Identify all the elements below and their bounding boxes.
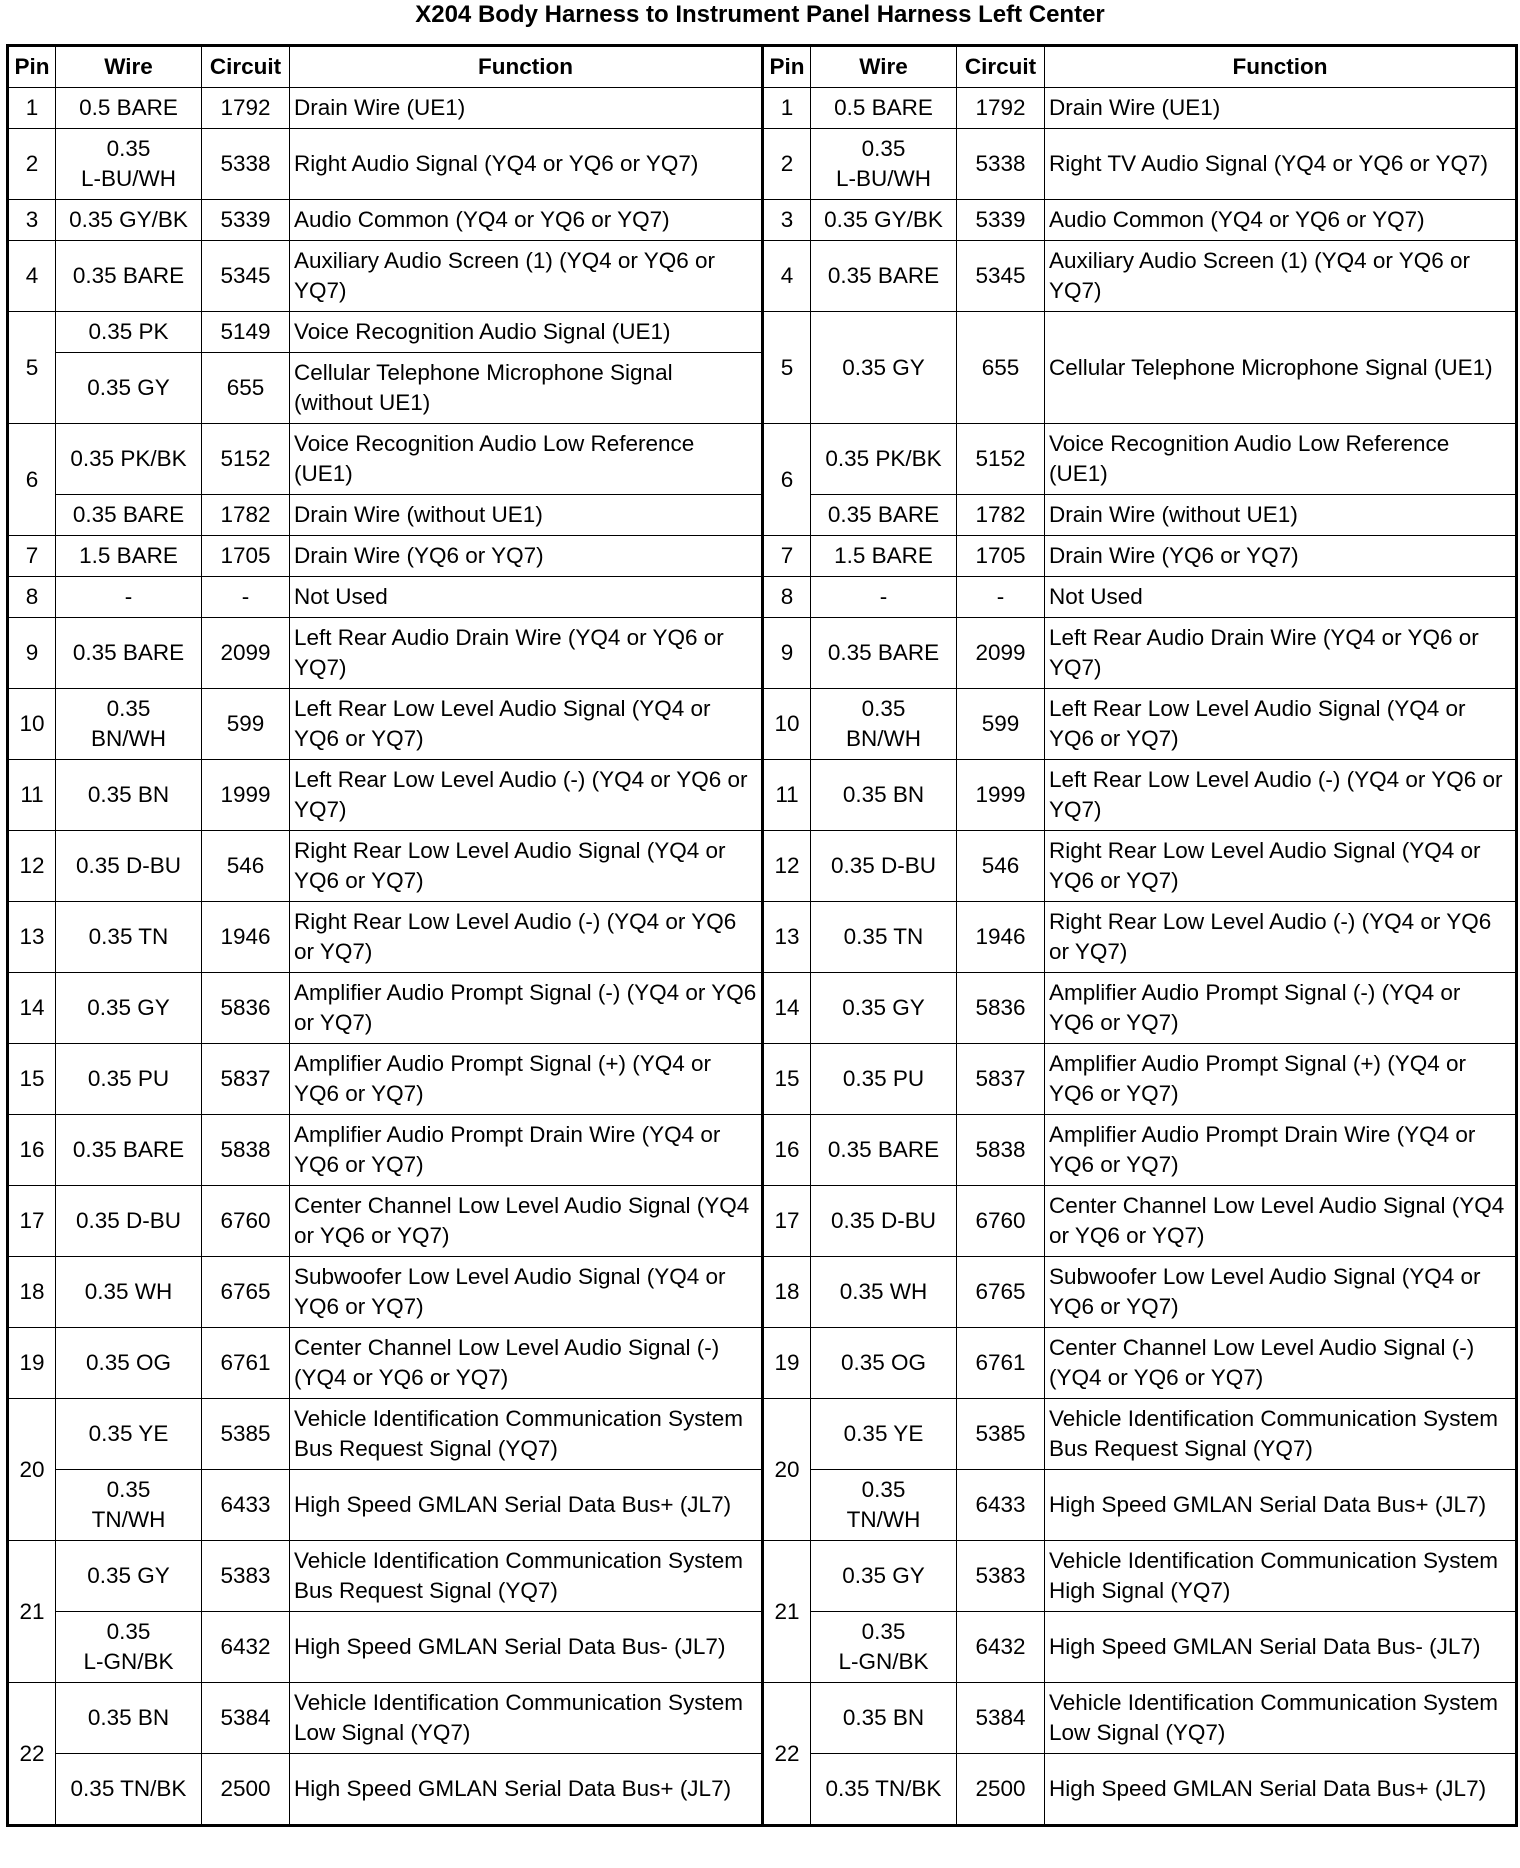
pin-cell-left: 8 (8, 577, 56, 618)
circuit-cell-left: - (202, 577, 290, 618)
circuit-cell-left: 5837 (202, 1044, 290, 1115)
pin-cell-left: 2 (8, 129, 56, 200)
circuit-cell-left: 5149 (202, 312, 290, 353)
function-cell-right: High Speed GMLAN Serial Data Bus- (JL7) (1045, 1612, 1517, 1683)
circuit-cell-left: 1705 (202, 536, 290, 577)
circuit-cell-left: 5383 (202, 1541, 290, 1612)
function-cell-right: Auxiliary Audio Screen (1) (YQ4 or YQ6 or YQ7) (1045, 241, 1517, 312)
function-cell-left: Cellular Telephone Microphone Signal (without UE1) (290, 353, 763, 424)
circuit-cell-left: 6760 (202, 1186, 290, 1257)
circuit-cell-right: 6760 (957, 1186, 1045, 1257)
table-row (8, 129, 1517, 200)
wire-cell-left: 0.35 OG (56, 1328, 202, 1399)
table-row (8, 1541, 1517, 1612)
table-row (8, 200, 1517, 241)
pin-cell-left: 4 (8, 241, 56, 312)
function-cell-left: Vehicle Identification Communication System Bus Request Signal (YQ7) (290, 1399, 763, 1470)
circuit-cell-left: 2500 (202, 1754, 290, 1826)
circuit-cell-left: 655 (202, 353, 290, 424)
circuit-cell-right: 5338 (957, 129, 1045, 200)
header-pin-left: Pin (8, 46, 56, 88)
pin-cell-left: 6 (8, 424, 56, 536)
pin-cell-right: 1 (763, 88, 811, 129)
circuit-cell-left: 2099 (202, 618, 290, 689)
function-cell-left: High Speed GMLAN Serial Data Bus+ (JL7) (290, 1754, 763, 1826)
pin-cell-right: 11 (763, 760, 811, 831)
circuit-cell-right: 1792 (957, 88, 1045, 129)
circuit-cell-right: 599 (957, 689, 1045, 760)
function-cell-left: High Speed GMLAN Serial Data Bus- (JL7) (290, 1612, 763, 1683)
function-cell-right: Right Rear Low Level Audio Signal (YQ4 or YQ6 or YQ7) (1045, 831, 1517, 902)
circuit-cell-right: 5838 (957, 1115, 1045, 1186)
function-cell-left: Drain Wire (YQ6 or YQ7) (290, 536, 763, 577)
circuit-cell-right: 5836 (957, 973, 1045, 1044)
table-row (8, 1612, 1517, 1683)
wire-cell-right: 0.5 BARE (811, 88, 957, 129)
wire-cell-right: 0.35 BARE (811, 1115, 957, 1186)
function-cell-left: Drain Wire (UE1) (290, 88, 763, 129)
circuit-cell-right: 6761 (957, 1328, 1045, 1399)
wire-cell-right: 0.35 GY (811, 973, 957, 1044)
table-row (8, 241, 1517, 312)
wire-cell-left: 0.35 BARE (56, 495, 202, 536)
pin-cell-left: 13 (8, 902, 56, 973)
function-cell-left: Center Channel Low Level Audio Signal (-) (YQ4 or YQ6 or YQ7) (290, 1328, 763, 1399)
pin-cell-left: 20 (8, 1399, 56, 1541)
circuit-cell-left: 6432 (202, 1612, 290, 1683)
table-title: X204 Body Harness to Instrument Panel Harness Left Center (415, 1, 1105, 28)
function-cell-right: Cellular Telephone Microphone Signal (UE1) (1045, 312, 1517, 424)
function-cell-left: Amplifier Audio Prompt Drain Wire (YQ4 or YQ6 or YQ7) (290, 1115, 763, 1186)
function-cell-left: Drain Wire (without UE1) (290, 495, 763, 536)
function-cell-right: Right TV Audio Signal (YQ4 or YQ6 or YQ7) (1045, 129, 1517, 200)
wire-cell-left: 0.35 GY/BK (56, 200, 202, 241)
table-row (8, 1044, 1517, 1115)
wire-cell-right: 0.35 PU (811, 1044, 957, 1115)
function-cell-left: Amplifier Audio Prompt Signal (+) (YQ4 or YQ6 or YQ7) (290, 1044, 763, 1115)
function-cell-right: Not Used (1045, 577, 1517, 618)
header-circuit-left: Circuit (202, 46, 290, 88)
pin-cell-right: 7 (763, 536, 811, 577)
pin-cell-left: 5 (8, 312, 56, 424)
pin-cell-right: 20 (763, 1399, 811, 1541)
wire-cell-right: - (811, 577, 957, 618)
header-function-right: Function (1045, 46, 1517, 88)
function-cell-right: Vehicle Identification Communication System High Signal (YQ7) (1045, 1541, 1517, 1612)
wire-cell-right: 0.35 D-BU (811, 831, 957, 902)
wire-cell-right: 0.35 BARE (811, 618, 957, 689)
table-row (8, 88, 1517, 129)
function-cell-left: Left Rear Audio Drain Wire (YQ4 or YQ6 or YQ7) (290, 618, 763, 689)
pin-cell-left: 18 (8, 1257, 56, 1328)
wire-cell-right: 0.35 GY (811, 1541, 957, 1612)
pin-cell-left: 7 (8, 536, 56, 577)
circuit-cell-left: 1999 (202, 760, 290, 831)
circuit-cell-left: 1792 (202, 88, 290, 129)
wire-cell-left: 0.35 GY (56, 1541, 202, 1612)
wire-cell-left: 0.35 PK/BK (56, 424, 202, 495)
function-cell-left: Right Rear Low Level Audio Signal (YQ4 or YQ6 or YQ7) (290, 831, 763, 902)
function-cell-right: Center Channel Low Level Audio Signal (YQ4 or YQ6 or YQ7) (1045, 1186, 1517, 1257)
wire-cell-right: 0.35 GY/BK (811, 200, 957, 241)
wire-cell-right: 0.35 OG (811, 1328, 957, 1399)
pin-cell-right: 15 (763, 1044, 811, 1115)
function-cell-right: Right Rear Low Level Audio (-) (YQ4 or YQ6 or YQ7) (1045, 902, 1517, 973)
header-pin-right: Pin (763, 46, 811, 88)
function-cell-left: Center Channel Low Level Audio Signal (YQ4 or YQ6 or YQ7) (290, 1186, 763, 1257)
table-row (8, 1470, 1517, 1541)
function-cell-right: Amplifier Audio Prompt Signal (-) (YQ4 or YQ6 or YQ7) (1045, 973, 1517, 1044)
pin-cell-right: 9 (763, 618, 811, 689)
wire-cell-right: 0.35 BN/WH (811, 689, 957, 760)
wire-cell-left: 0.35 GY (56, 973, 202, 1044)
circuit-cell-right: 2099 (957, 618, 1045, 689)
function-cell-right: Drain Wire (YQ6 or YQ7) (1045, 536, 1517, 577)
pin-cell-left: 3 (8, 200, 56, 241)
function-cell-left: Right Audio Signal (YQ4 or YQ6 or YQ7) (290, 129, 763, 200)
connector-table-wrapper (6, 44, 1515, 1827)
header-wire-left: Wire (56, 46, 202, 88)
wire-cell-left: 1.5 BARE (56, 536, 202, 577)
circuit-cell-left: 546 (202, 831, 290, 902)
function-cell-right: Left Rear Low Level Audio (-) (YQ4 or YQ6 or YQ7) (1045, 760, 1517, 831)
function-cell-right: Vehicle Identification Communication System Bus Request Signal (YQ7) (1045, 1399, 1517, 1470)
wire-cell-right: 0.35 WH (811, 1257, 957, 1328)
circuit-cell-left: 5339 (202, 200, 290, 241)
pin-cell-left: 22 (8, 1683, 56, 1826)
pin-cell-right: 16 (763, 1115, 811, 1186)
wire-cell-left: 0.35 YE (56, 1399, 202, 1470)
table-row (8, 618, 1517, 689)
pin-cell-right: 22 (763, 1683, 811, 1826)
table-body (8, 88, 1517, 1826)
circuit-cell-left: 5152 (202, 424, 290, 495)
pin-cell-right: 18 (763, 1257, 811, 1328)
pin-cell-left: 12 (8, 831, 56, 902)
pin-cell-left: 9 (8, 618, 56, 689)
table-row (8, 1186, 1517, 1257)
table-row (8, 495, 1517, 536)
pin-cell-left: 17 (8, 1186, 56, 1257)
wire-cell-right: 0.35 D-BU (811, 1186, 957, 1257)
pin-cell-right: 8 (763, 577, 811, 618)
wire-cell-left: 0.35 BN/WH (56, 689, 202, 760)
pin-cell-right: 13 (763, 902, 811, 973)
circuit-cell-right: 5383 (957, 1541, 1045, 1612)
pin-cell-right: 14 (763, 973, 811, 1044)
wire-cell-right: 0.35 GY (811, 312, 957, 424)
function-cell-right: Vehicle Identification Communication System Low Signal (YQ7) (1045, 1683, 1517, 1754)
function-cell-left: Voice Recognition Audio Signal (UE1) (290, 312, 763, 353)
circuit-cell-right: 5384 (957, 1683, 1045, 1754)
wire-cell-right: 0.35 BARE (811, 495, 957, 536)
function-cell-right: High Speed GMLAN Serial Data Bus+ (JL7) (1045, 1754, 1517, 1826)
pin-cell-right: 2 (763, 129, 811, 200)
pin-cell-right: 12 (763, 831, 811, 902)
circuit-cell-right: 6433 (957, 1470, 1045, 1541)
function-cell-right: Drain Wire (UE1) (1045, 88, 1517, 129)
pin-cell-right: 6 (763, 424, 811, 536)
table-row (8, 1399, 1517, 1470)
table-row (8, 689, 1517, 760)
table-row (8, 1257, 1517, 1328)
function-cell-left: Amplifier Audio Prompt Signal (-) (YQ4 or YQ6 or YQ7) (290, 973, 763, 1044)
pin-cell-right: 17 (763, 1186, 811, 1257)
wire-cell-left: 0.35 BARE (56, 1115, 202, 1186)
connector-pinout-table (6, 44, 1518, 1827)
wire-cell-right: 0.35 BN (811, 760, 957, 831)
wire-cell-right: 0.35 YE (811, 1399, 957, 1470)
circuit-cell-left: 599 (202, 689, 290, 760)
function-cell-left: Vehicle Identification Communication System Low Signal (YQ7) (290, 1683, 763, 1754)
function-cell-left: Audio Common (YQ4 or YQ6 or YQ7) (290, 200, 763, 241)
circuit-cell-left: 1946 (202, 902, 290, 973)
pin-cell-right: 3 (763, 200, 811, 241)
table-row (8, 536, 1517, 577)
pin-cell-right: 10 (763, 689, 811, 760)
function-cell-right: High Speed GMLAN Serial Data Bus+ (JL7) (1045, 1470, 1517, 1541)
function-cell-left: Left Rear Low Level Audio (-) (YQ4 or YQ6 or YQ7) (290, 760, 763, 831)
function-cell-right: Audio Common (YQ4 or YQ6 or YQ7) (1045, 200, 1517, 241)
circuit-cell-right: 5152 (957, 424, 1045, 495)
table-row (8, 973, 1517, 1044)
function-cell-left: Right Rear Low Level Audio (-) (YQ4 or YQ6 or YQ7) (290, 902, 763, 973)
pin-cell-right: 5 (763, 312, 811, 424)
wire-cell-left: 0.35 TN/BK (56, 1754, 202, 1826)
pin-cell-left: 16 (8, 1115, 56, 1186)
function-cell-right: Left Rear Audio Drain Wire (YQ4 or YQ6 or YQ7) (1045, 618, 1517, 689)
function-cell-right: Amplifier Audio Prompt Signal (+) (YQ4 or YQ6 or YQ7) (1045, 1044, 1517, 1115)
circuit-cell-right: 1705 (957, 536, 1045, 577)
circuit-cell-left: 5338 (202, 129, 290, 200)
circuit-cell-right: 1946 (957, 902, 1045, 973)
wire-cell-left: 0.35 L-BU/WH (56, 129, 202, 200)
function-cell-left: High Speed GMLAN Serial Data Bus+ (JL7) (290, 1470, 763, 1541)
circuit-cell-right: 6432 (957, 1612, 1045, 1683)
wire-cell-right: 0.35 TN (811, 902, 957, 973)
pin-cell-right: 21 (763, 1541, 811, 1683)
wire-cell-left: 0.35 BN (56, 760, 202, 831)
pin-cell-left: 1 (8, 88, 56, 129)
function-cell-left: Not Used (290, 577, 763, 618)
pin-cell-left: 19 (8, 1328, 56, 1399)
function-cell-right: Voice Recognition Audio Low Reference (UE1) (1045, 424, 1517, 495)
wire-cell-left: 0.35 WH (56, 1257, 202, 1328)
circuit-cell-left: 5345 (202, 241, 290, 312)
function-cell-left: Subwoofer Low Level Audio Signal (YQ4 or YQ6 or YQ7) (290, 1257, 763, 1328)
circuit-cell-right: - (957, 577, 1045, 618)
pin-cell-right: 19 (763, 1328, 811, 1399)
pin-cell-left: 10 (8, 689, 56, 760)
table-row (8, 1754, 1517, 1826)
table-row (8, 1683, 1517, 1754)
wire-cell-left: 0.35 BARE (56, 241, 202, 312)
wire-cell-left: 0.35 BARE (56, 618, 202, 689)
wire-cell-left: 0.35 L-GN/BK (56, 1612, 202, 1683)
circuit-cell-left: 5385 (202, 1399, 290, 1470)
circuit-cell-left: 5836 (202, 973, 290, 1044)
wire-cell-left: - (56, 577, 202, 618)
function-cell-right: Drain Wire (without UE1) (1045, 495, 1517, 536)
function-cell-left: Left Rear Low Level Audio Signal (YQ4 or YQ6 or YQ7) (290, 689, 763, 760)
function-cell-left: Voice Recognition Audio Low Reference (UE1) (290, 424, 763, 495)
header-function-left: Function (290, 46, 763, 88)
table-row (8, 1115, 1517, 1186)
circuit-cell-left: 6765 (202, 1257, 290, 1328)
circuit-cell-left: 5384 (202, 1683, 290, 1754)
circuit-cell-right: 5385 (957, 1399, 1045, 1470)
wire-cell-right: 0.35 TN/BK (811, 1754, 957, 1826)
table-row (8, 424, 1517, 495)
wire-cell-right: 0.35 L-GN/BK (811, 1612, 957, 1683)
function-cell-left: Vehicle Identification Communication System Bus Request Signal (YQ7) (290, 1541, 763, 1612)
wire-cell-left: 0.35 D-BU (56, 1186, 202, 1257)
wire-cell-right: 0.35 BN (811, 1683, 957, 1754)
pin-cell-left: 14 (8, 973, 56, 1044)
function-cell-right: Amplifier Audio Prompt Drain Wire (YQ4 or YQ6 or YQ7) (1045, 1115, 1517, 1186)
circuit-cell-left: 6761 (202, 1328, 290, 1399)
circuit-cell-left: 1782 (202, 495, 290, 536)
wire-cell-left: 0.35 PU (56, 1044, 202, 1115)
header-row (8, 46, 1517, 88)
circuit-cell-right: 655 (957, 312, 1045, 424)
pin-cell-left: 15 (8, 1044, 56, 1115)
wire-cell-right: 0.35 L-BU/WH (811, 129, 957, 200)
wire-cell-right: 0.35 TN/WH (811, 1470, 957, 1541)
circuit-cell-right: 2500 (957, 1754, 1045, 1826)
pin-cell-left: 21 (8, 1541, 56, 1683)
circuit-cell-right: 6765 (957, 1257, 1045, 1328)
table-row (8, 312, 1517, 353)
header-circuit-right: Circuit (957, 46, 1045, 88)
wire-cell-left: 0.5 BARE (56, 88, 202, 129)
circuit-cell-left: 6433 (202, 1470, 290, 1541)
circuit-cell-right: 546 (957, 831, 1045, 902)
table-row (8, 831, 1517, 902)
wire-cell-left: 0.35 D-BU (56, 831, 202, 902)
circuit-cell-right: 5345 (957, 241, 1045, 312)
wire-cell-left: 0.35 BN (56, 1683, 202, 1754)
header-wire-right: Wire (811, 46, 957, 88)
function-cell-right: Subwoofer Low Level Audio Signal (YQ4 or YQ6 or YQ7) (1045, 1257, 1517, 1328)
circuit-cell-left: 5838 (202, 1115, 290, 1186)
function-cell-right: Left Rear Low Level Audio Signal (YQ4 or YQ6 or YQ7) (1045, 689, 1517, 760)
pin-cell-left: 11 (8, 760, 56, 831)
circuit-cell-right: 1999 (957, 760, 1045, 831)
wire-cell-right: 1.5 BARE (811, 536, 957, 577)
wire-cell-left: 0.35 TN/WH (56, 1470, 202, 1541)
table-row (8, 1328, 1517, 1399)
wire-cell-right: 0.35 PK/BK (811, 424, 957, 495)
wire-cell-left: 0.35 TN (56, 902, 202, 973)
table-row (8, 902, 1517, 973)
circuit-cell-right: 5339 (957, 200, 1045, 241)
wire-cell-left: 0.35 PK (56, 312, 202, 353)
table-row (8, 577, 1517, 618)
circuit-cell-right: 5837 (957, 1044, 1045, 1115)
pin-cell-right: 4 (763, 241, 811, 312)
wire-cell-right: 0.35 BARE (811, 241, 957, 312)
function-cell-right: Center Channel Low Level Audio Signal (-) (YQ4 or YQ6 or YQ7) (1045, 1328, 1517, 1399)
circuit-cell-right: 1782 (957, 495, 1045, 536)
table-row (8, 760, 1517, 831)
wire-cell-left: 0.35 GY (56, 353, 202, 424)
function-cell-left: Auxiliary Audio Screen (1) (YQ4 or YQ6 or YQ7) (290, 241, 763, 312)
